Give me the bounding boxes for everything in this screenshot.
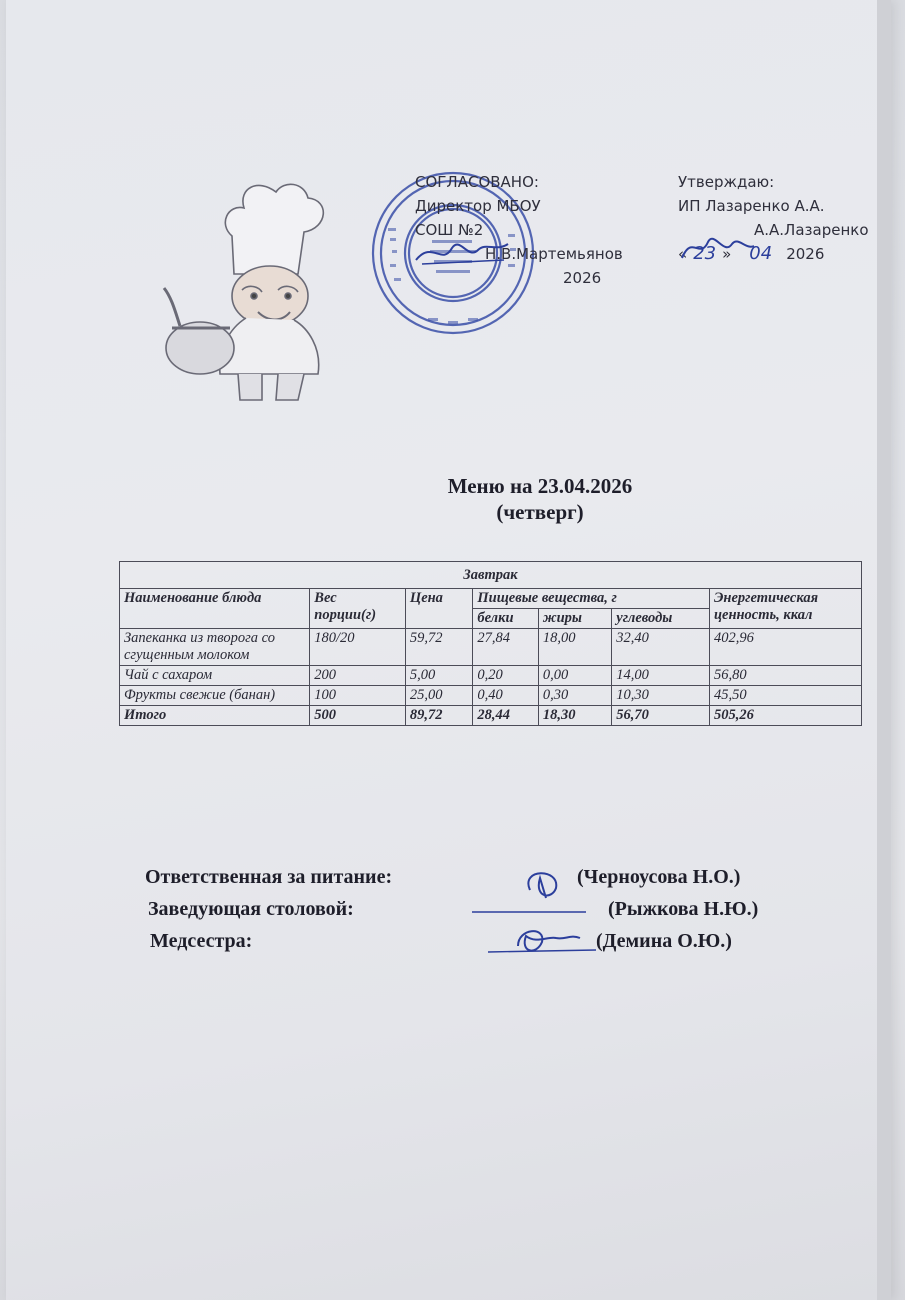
total-weight: 500: [310, 706, 406, 726]
date-close-quote: »: [722, 245, 732, 263]
section-title: Завтрак: [120, 562, 862, 589]
header-weight: Вес порции(г): [310, 589, 406, 629]
approval-left-position: Директор МБОУ: [415, 197, 541, 215]
approval-left-school: СОШ №2: [415, 221, 484, 239]
table-row: [120, 666, 862, 686]
approval-right-name: А.А.Лазаренко: [754, 221, 869, 239]
cell-carbs: 32,40: [612, 629, 710, 666]
approval-left-name: Н.В.Мартемьянов: [485, 245, 623, 263]
page-subtitle: (четверг): [496, 500, 584, 524]
page-title: Меню на 23.04.2026: [447, 474, 633, 498]
responsible-role-3: Медсестра:: [150, 930, 253, 952]
approval-right-position: ИП Лазаренко А.А.: [678, 197, 825, 215]
approval-left-heading: СОГЛАСОВАНО:: [415, 173, 539, 191]
cell-name: Фрукты свежие (банан): [120, 686, 310, 706]
cell-protein: 0,20: [473, 666, 538, 686]
cell-price: 59,72: [405, 629, 472, 666]
approver-signature: [678, 226, 758, 266]
header-energy: Энергетическая ценность, ккал: [709, 589, 861, 629]
cell-weight: 100: [310, 686, 406, 706]
total-energy: 505,26: [709, 706, 861, 726]
cell-fat: 0,30: [538, 686, 611, 706]
cell-protein: 27,84: [473, 629, 538, 666]
total-carbs: 56,70: [612, 706, 710, 726]
total-label: Итого: [120, 706, 310, 726]
total-fat: 18,30: [538, 706, 611, 726]
cell-energy: 402,96: [709, 629, 861, 666]
header-protein: белки: [473, 609, 538, 629]
date-day: 23: [693, 243, 717, 264]
responsible-person-2: (Рыжкова Н.Ю.): [608, 898, 759, 920]
header-name: Наименование блюда: [120, 589, 310, 629]
cell-energy: 45,50: [709, 686, 861, 706]
cell-energy: 56,80: [709, 666, 861, 686]
date-year: 2026: [786, 245, 825, 263]
chef-illustration: [158, 178, 336, 406]
page-edge: [877, 0, 891, 1300]
header-carbs: углеводы: [612, 609, 710, 629]
responsible-role-1: Ответственная за питание:: [145, 866, 393, 888]
cell-carbs: 14,00: [612, 666, 710, 686]
header-fat: жиры: [538, 609, 611, 629]
responsible-role-2: Заведующая столовой:: [148, 898, 354, 920]
director-signature: [412, 230, 512, 270]
menu-table: [119, 561, 862, 726]
cell-name: Запеканка из творога со сгущенным молоком: [120, 629, 310, 666]
header-price: Цена: [405, 589, 472, 629]
cell-protein: 0,40: [473, 686, 538, 706]
total-protein: 28,44: [473, 706, 538, 726]
section-row: [120, 562, 862, 589]
responsible-signatures: [470, 864, 600, 960]
cell-fat: 0,00: [538, 666, 611, 686]
cell-fat: 18,00: [538, 629, 611, 666]
date-open-quote: «: [678, 245, 688, 263]
date-month: 04: [749, 243, 773, 264]
table-row: [120, 686, 862, 706]
responsible-person-3: (Демина О.Ю.): [596, 930, 732, 952]
total-row: [120, 706, 862, 726]
approval-left-year: 2026: [563, 269, 602, 287]
cell-name: Чай с сахаром: [120, 666, 310, 686]
cell-weight: 200: [310, 666, 406, 686]
header-row: [120, 589, 862, 609]
header-nutrients: Пищевые вещества, г: [473, 589, 710, 609]
table-row: [120, 629, 862, 666]
cell-price: 5,00: [405, 666, 472, 686]
total-price: 89,72: [405, 706, 472, 726]
responsible-person-1: (Черноусова Н.О.): [577, 866, 741, 888]
approval-right-heading: Утверждаю:: [678, 173, 775, 191]
cell-weight: 180/20: [310, 629, 406, 666]
cell-price: 25,00: [405, 686, 472, 706]
cell-carbs: 10,30: [612, 686, 710, 706]
